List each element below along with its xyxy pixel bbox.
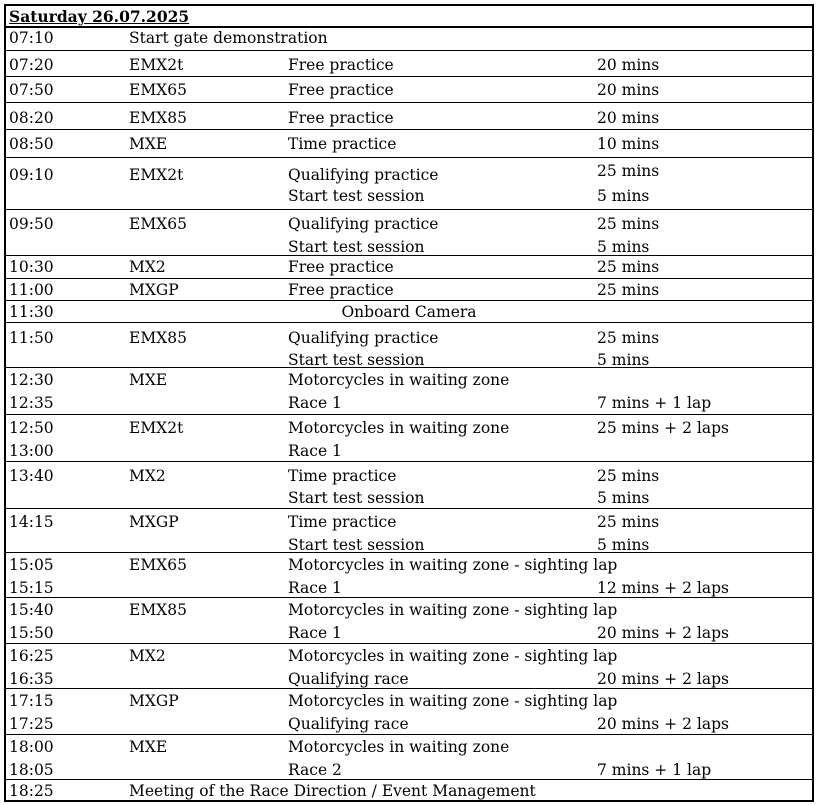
centered-note: Onboard Camera xyxy=(341,303,477,321)
duration-cell: 7 mins + 1 lap xyxy=(597,394,712,412)
time-cell: 16:25 xyxy=(9,647,54,665)
duration-cell: 25 mins + 2 laps xyxy=(597,419,729,437)
schedule-row xyxy=(6,51,812,77)
class-cell: EMX85 xyxy=(129,601,187,619)
activity-cell: Qualifying practice xyxy=(288,166,439,184)
schedule-row xyxy=(6,735,812,780)
schedule-sheet xyxy=(4,4,814,802)
activity-cell: Free practice xyxy=(288,56,394,74)
schedule-row xyxy=(6,158,812,210)
duration-cell: 25 mins xyxy=(597,467,660,485)
class-cell: MXE xyxy=(129,738,168,756)
activity-cell: Motorcycles in waiting zone - sighting lap xyxy=(288,647,618,665)
time-cell: 11:00 xyxy=(9,281,54,299)
schedule-row xyxy=(6,77,812,103)
duration-cell: 10 mins xyxy=(597,135,660,153)
activity-cell: Start test session xyxy=(288,489,425,507)
activity-cell: Qualifying race xyxy=(288,715,409,733)
time-cell: 07:10 xyxy=(9,29,54,47)
time-cell: 11:50 xyxy=(9,329,54,347)
activity-cell: Free practice xyxy=(288,258,394,276)
activity-cell: Start test session xyxy=(288,238,425,256)
schedule-row xyxy=(6,103,812,130)
activity-cell: Free practice xyxy=(288,109,394,127)
activity-cell: Free practice xyxy=(288,281,394,299)
class-cell: EMX2t xyxy=(129,56,184,74)
class-cell: EMX2t xyxy=(129,166,184,184)
duration-cell: 25 mins xyxy=(597,258,660,276)
activity-cell: Race 1 xyxy=(288,442,342,460)
time-cell: 18:25 xyxy=(9,782,54,800)
activity-cell: Motorcycles in waiting zone xyxy=(288,371,510,389)
class-cell: EMX65 xyxy=(129,215,187,233)
duration-cell: 5 mins xyxy=(597,489,650,507)
time-cell: 12:50 xyxy=(9,419,54,437)
duration-cell: 25 mins xyxy=(597,281,660,299)
schedule-row xyxy=(6,301,812,323)
time-cell: 15:40 xyxy=(9,601,54,619)
duration-cell: 20 mins + 2 laps xyxy=(597,670,729,688)
duration-cell: 20 mins + 2 laps xyxy=(597,715,729,733)
class-cell: MXGP xyxy=(129,281,179,299)
class-cell: Start gate demonstration xyxy=(129,29,328,47)
time-cell: 15:05 xyxy=(9,556,54,574)
time-cell: 12:35 xyxy=(9,394,54,412)
activity-cell: Time practice xyxy=(288,513,397,531)
class-cell: MX2 xyxy=(129,647,166,665)
schedule-row xyxy=(6,26,812,51)
time-cell: 13:00 xyxy=(9,442,54,460)
duration-cell: 25 mins xyxy=(597,513,660,531)
class-cell: MX2 xyxy=(129,467,166,485)
activity-cell: Motorcycles in waiting zone - sighting lap xyxy=(288,556,618,574)
schedule-row xyxy=(6,368,812,415)
activity-cell: Race 2 xyxy=(288,761,342,779)
class-cell: EMX2t xyxy=(129,419,184,437)
duration-cell: 5 mins xyxy=(597,536,650,554)
duration-cell: 20 mins xyxy=(597,109,660,127)
class-cell: EMX65 xyxy=(129,81,187,99)
activity-cell: Free practice xyxy=(288,81,394,99)
schedule-row xyxy=(6,553,812,598)
activity-cell: Start test session xyxy=(288,536,425,554)
date-header xyxy=(6,6,812,28)
activity-cell: Qualifying race xyxy=(288,670,409,688)
schedule-row xyxy=(6,462,812,509)
time-cell: 07:50 xyxy=(9,81,54,99)
activity-cell: Motorcycles in waiting zone - sighting lap xyxy=(288,692,618,710)
time-cell: 08:20 xyxy=(9,109,54,127)
class-cell: MXGP xyxy=(129,692,179,710)
activity-cell: Race 1 xyxy=(288,394,342,412)
schedule-row xyxy=(6,415,812,462)
schedule-row xyxy=(6,323,812,368)
activity-cell: Qualifying practice xyxy=(288,329,439,347)
time-cell: 13:40 xyxy=(9,467,54,485)
duration-cell: 25 mins xyxy=(597,329,660,347)
time-cell: 15:15 xyxy=(9,579,54,597)
time-cell: 17:25 xyxy=(9,715,54,733)
activity-cell: Start test session xyxy=(288,187,425,205)
class-cell: MXE xyxy=(129,371,168,389)
duration-cell: 25 mins xyxy=(597,215,660,233)
duration-cell: 20 mins xyxy=(597,56,660,74)
time-cell: 10:30 xyxy=(9,258,54,276)
class-cell: EMX65 xyxy=(129,556,187,574)
class-cell: MX2 xyxy=(129,258,166,276)
schedule-row xyxy=(6,689,812,735)
time-cell: 15:50 xyxy=(9,624,54,642)
class-cell: MXGP xyxy=(129,513,179,531)
activity-cell: Motorcycles in waiting zone - sighting lap xyxy=(288,601,618,619)
schedule-row xyxy=(6,256,812,279)
class-cell: MXE xyxy=(129,135,168,153)
activity-cell: Time practice xyxy=(288,467,397,485)
activity-cell: Qualifying practice xyxy=(288,215,439,233)
activity-cell: Motorcycles in waiting zone xyxy=(288,738,510,756)
schedule-row xyxy=(6,598,812,644)
time-cell: 07:20 xyxy=(9,56,54,74)
activity-cell: Time practice xyxy=(288,135,397,153)
activity-cell: Start test session xyxy=(288,351,425,369)
activity-cell: Motorcycles in waiting zone xyxy=(288,419,510,437)
class-cell: EMX85 xyxy=(129,109,187,127)
duration-cell: 5 mins xyxy=(597,238,650,256)
time-cell: 09:10 xyxy=(9,166,54,184)
time-cell: 16:35 xyxy=(9,670,54,688)
duration-cell: 20 mins + 2 laps xyxy=(597,624,729,642)
activity-cell: Race 1 xyxy=(288,579,342,597)
schedule-row xyxy=(6,780,812,802)
time-cell: 11:30 xyxy=(9,303,54,321)
duration-cell: 5 mins xyxy=(597,351,650,369)
schedule-row xyxy=(6,279,812,301)
time-cell: 14:15 xyxy=(9,513,54,531)
schedule-row xyxy=(6,130,812,158)
schedule-row xyxy=(6,210,812,256)
date-title: Saturday 26.07.2025 xyxy=(9,7,190,26)
time-cell: 17:15 xyxy=(9,692,54,710)
duration-cell: 25 mins xyxy=(597,162,660,180)
schedule-row xyxy=(6,509,812,553)
duration-cell: 20 mins xyxy=(597,81,660,99)
duration-cell: 5 mins xyxy=(597,187,650,205)
time-cell: 18:05 xyxy=(9,761,54,779)
class-cell: Meeting of the Race Direction / Event Management xyxy=(129,782,536,800)
duration-cell: 12 mins + 2 laps xyxy=(597,579,729,597)
class-cell: EMX85 xyxy=(129,329,187,347)
activity-cell: Race 1 xyxy=(288,624,342,642)
time-cell: 18:00 xyxy=(9,738,54,756)
time-cell: 08:50 xyxy=(9,135,54,153)
schedule-row xyxy=(6,644,812,689)
time-cell: 12:30 xyxy=(9,371,54,389)
duration-cell: 7 mins + 1 lap xyxy=(597,761,712,779)
time-cell: 09:50 xyxy=(9,215,54,233)
